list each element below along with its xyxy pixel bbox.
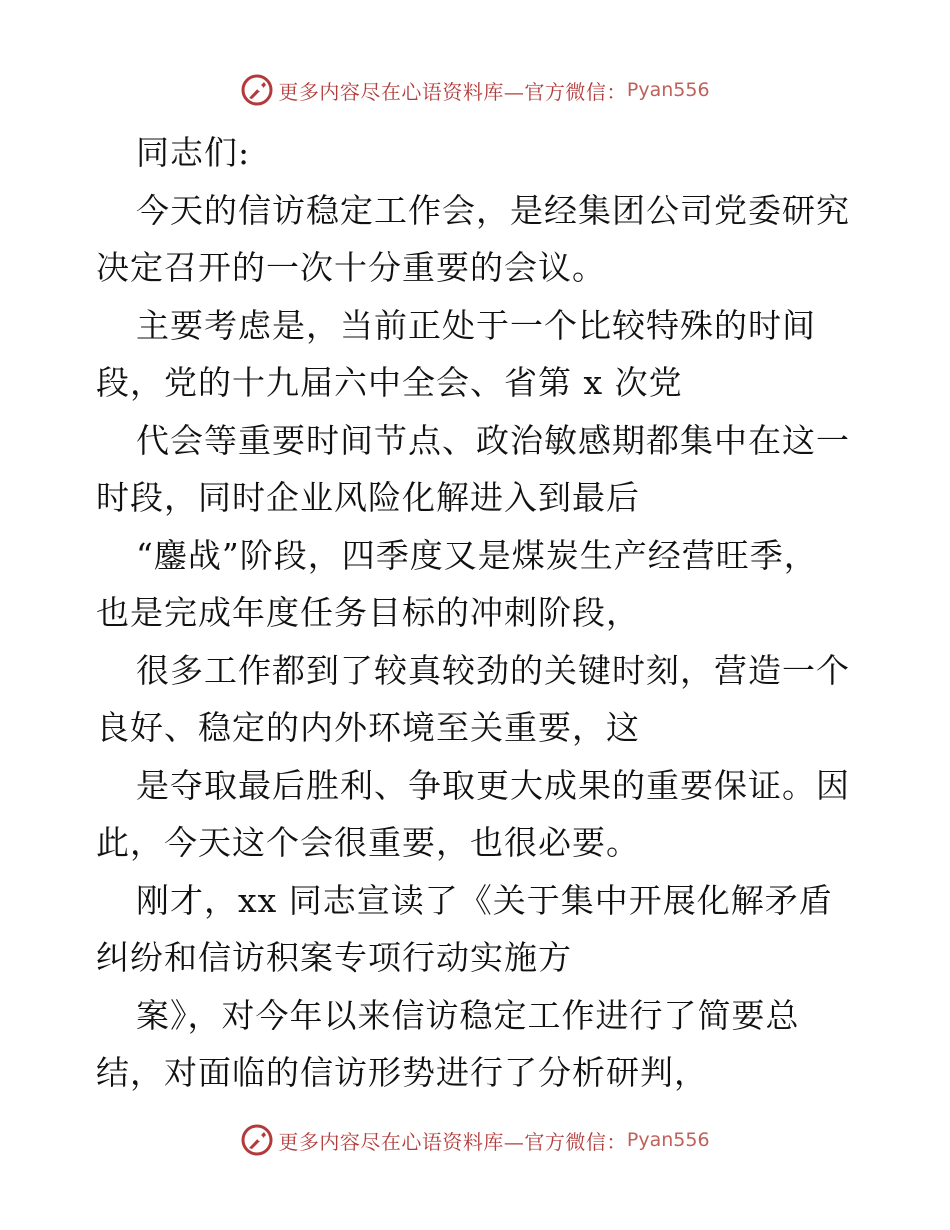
footer-watermark [0, 1120, 950, 1160]
text-line: 此，今天这个会很重要，也很必要。 [96, 823, 640, 862]
paragraph [96, 987, 856, 1102]
paragraph [96, 527, 856, 642]
paragraph [96, 297, 856, 412]
paragraph [96, 757, 856, 872]
header-watermark [0, 70, 950, 110]
text-line: 也是完成年度任务目标的冲刺阶段， [96, 593, 640, 632]
text-line: 良好、稳定的内外环境至关重要，这 [96, 708, 640, 747]
text-line: 纠纷和信访积案专项行动实施方 [96, 938, 572, 977]
paragraph [96, 412, 856, 527]
text-line: 决定召开的一次十分重要的会议。 [96, 248, 606, 287]
text-line: 结，对面临的信访形势进行了分析研判， [96, 1053, 708, 1092]
text-line: 主要考虑是，当前正处于一个比较特殊的时间 [136, 305, 816, 345]
text-line: 同志们: [136, 133, 251, 172]
text-line: 刚才，xx 同志宣读了《关于集中开展化解矛盾 [136, 880, 833, 920]
text-line: 很多工作都到了较真较劲的关键时刻，营造一个 [136, 650, 850, 690]
text-line: 段，党的十九届六中全会、省第 x 次党 [96, 363, 683, 402]
text-line: “鏖战”阶段，四季度又是煤炭生产经营旺季， [136, 535, 818, 575]
paragraph [96, 124, 856, 182]
text-line: 时段，同时企业风险化解进入到最后 [96, 478, 640, 517]
text-line: 案》，对今年以来信访稳定工作进行了简要总 [136, 995, 800, 1035]
watermark-wechat-id: Pyan556 [626, 1129, 710, 1151]
watermark-text: 更多内容尽在心语资料库—官方微信： [278, 1129, 627, 1154]
paragraph [96, 872, 856, 987]
text-line: 代会等重要时间节点、政治敏感期都集中在这一 [136, 420, 850, 460]
text-line: 是夺取最后胜利、争取更大成果的重要保证。因 [136, 765, 850, 805]
quill-logo-icon [240, 73, 274, 107]
quill-logo-icon [240, 1123, 274, 1157]
watermark-wechat-id: Pyan556 [626, 79, 710, 101]
paragraph [96, 182, 856, 297]
document-body [96, 124, 856, 1102]
text-line: 今天的信访稳定工作会，是经集团公司党委研究 [136, 190, 850, 230]
paragraph [96, 642, 856, 757]
watermark-text: 更多内容尽在心语资料库—官方微信： [278, 79, 627, 104]
